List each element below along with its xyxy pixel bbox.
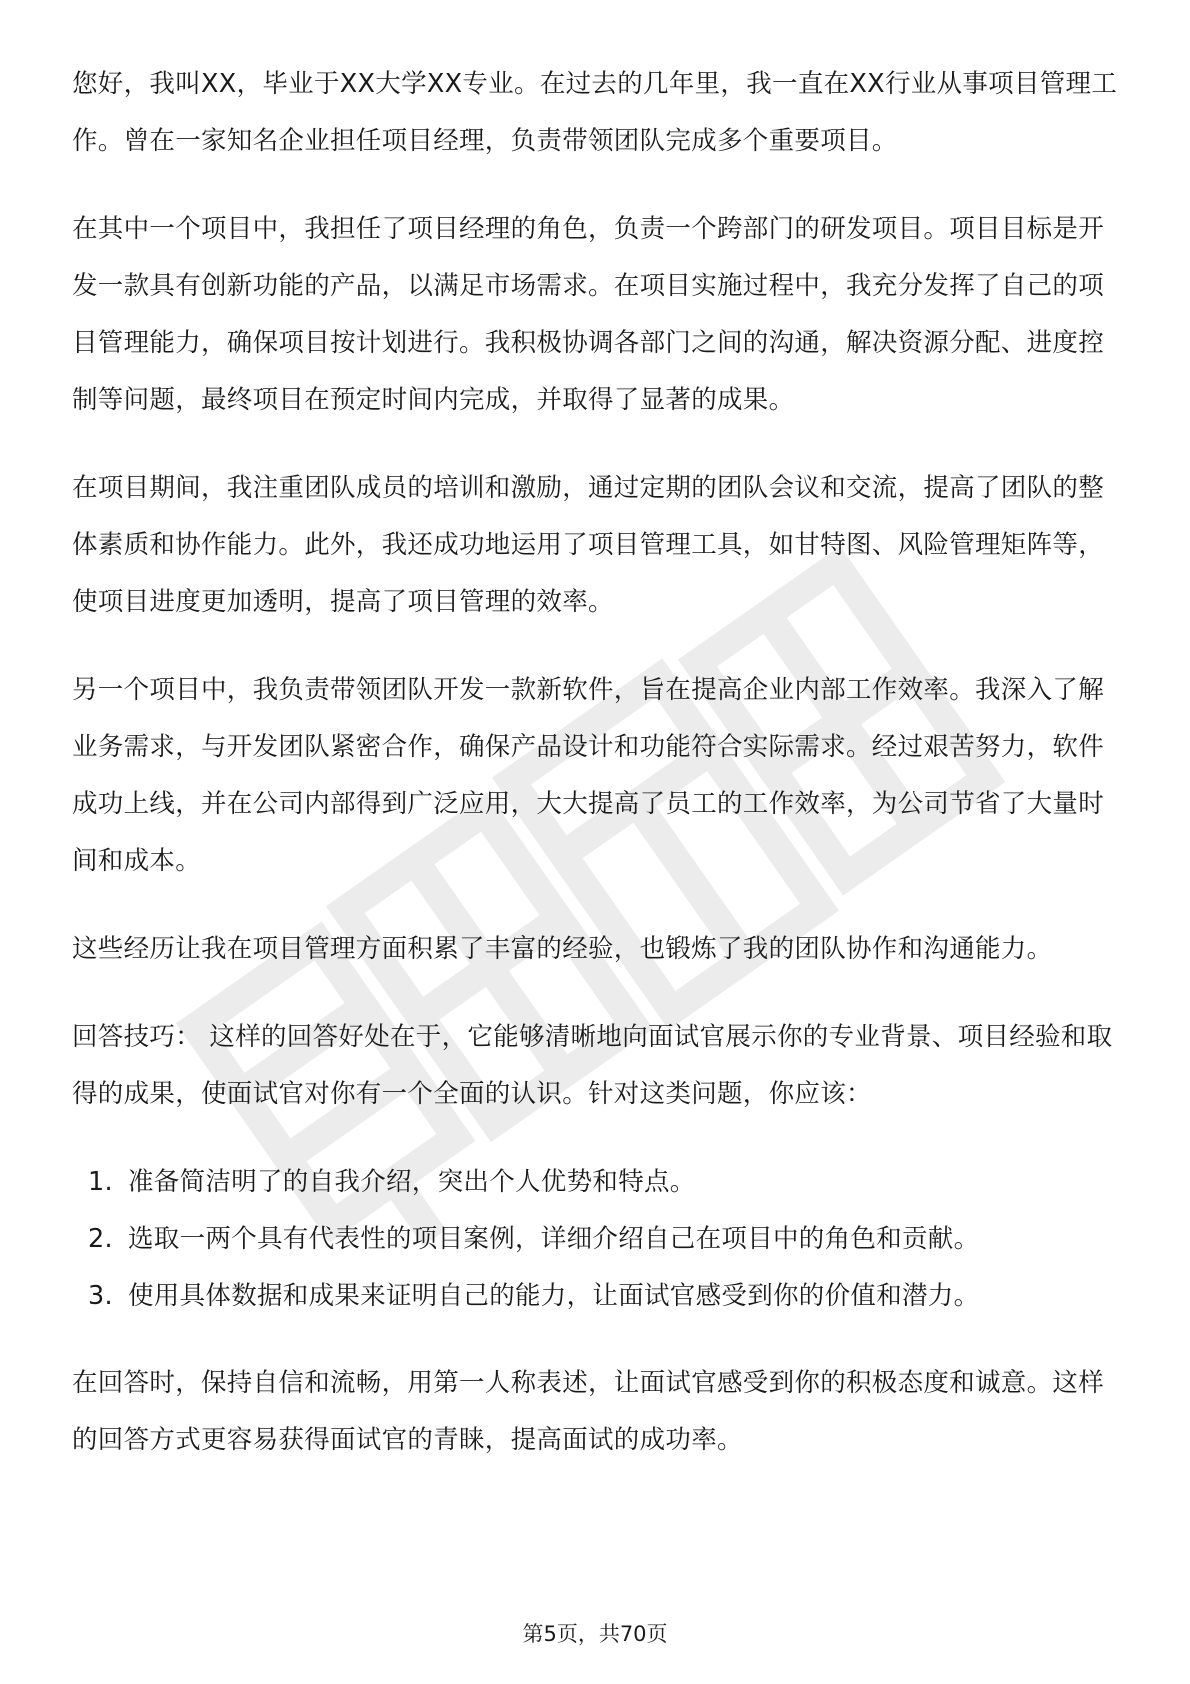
list-item-number: 1. <box>88 1167 113 1197</box>
paragraph-intro: 您好，我叫XX，毕业于XX大学XX专业。在过去的几年里，我一直在XX行业从事项目管理工作。曾在一家知名企业担任项目经理，负责带领团队完成多个重要项目。 <box>72 69 1118 156</box>
list-item-text: 选取一两个具有代表性的项目案例，详细介绍自己在项目中的角色和贡献。 <box>128 1224 980 1254</box>
paragraph-team-management: 在项目期间，我注重团队成员的培训和激励，通过定期的团队会议和交流，提高了团队的整体素质和协作能力。此外，我还成功地运用了项目管理工具，如甘特图、风险管理矩阵等，使项目进度更加透明，提高了项目管理的效率。 <box>72 473 1105 617</box>
list-item-number: 2. <box>88 1224 113 1254</box>
tips-list <box>72 1154 1122 1325</box>
paragraph-experience-summary: 这些经历让我在项目管理方面积累了丰富的经验，也锻炼了我的团队协作和沟通能力。 <box>72 934 1053 964</box>
document-body <box>72 56 1122 1500</box>
paragraph-project-one: 在其中一个项目中，我担任了项目经理的角色，负责一个跨部门的研发项目。项目目标是开发一款具有创新功能的产品，以满足市场需求。在项目实施过程中，我充分发挥了自己的项目管理能力，确保项目按计划进行。我积极协调各部门之间的沟通，解决资源分配、进度控制等问题，最终项目在预定时间内完成，并取得了显著的成果。 <box>72 214 1105 415</box>
list-item-text: 使用具体数据和成果来证明自己的能力，让面试官感受到你的价值和潜力。 <box>128 1281 980 1311</box>
paragraph-answer-tips: 回答技巧： 这样的回答好处在于，它能够清晰地向面试官展示你的专业背景、项目经验和取得的成果，使面试官对你有一个全面的认识。针对这类问题，你应该： <box>72 1022 1113 1109</box>
list-item-number: 3. <box>88 1281 113 1311</box>
paragraph-project-two: 另一个项目中，我负责带领团队开发一款新软件，旨在提高企业内部工作效率。我深入了解业务需求，与开发团队紧密合作，确保产品设计和功能符合实际需求。经过艰苦努力，软件成功上线，并在公司内部得到广泛应用，大大提高了员工的工作效率，为公司节省了大量时间和成本。 <box>72 675 1105 876</box>
list-item <box>88 1211 1122 1268</box>
page-number: 第5页，共70页 <box>522 1622 668 1646</box>
list-item-text: 准备简洁明了的自我介绍，突出个人优势和特点。 <box>128 1167 696 1197</box>
list-item <box>88 1154 1122 1211</box>
paragraph-closing: 在回答时，保持自信和流畅，用第一人称表述，让面试官感受到你的积极态度和诚意。这样的回答方式更容易获得面试官的青睐，提高面试的成功率。 <box>72 1368 1105 1455</box>
list-item <box>88 1268 1122 1325</box>
